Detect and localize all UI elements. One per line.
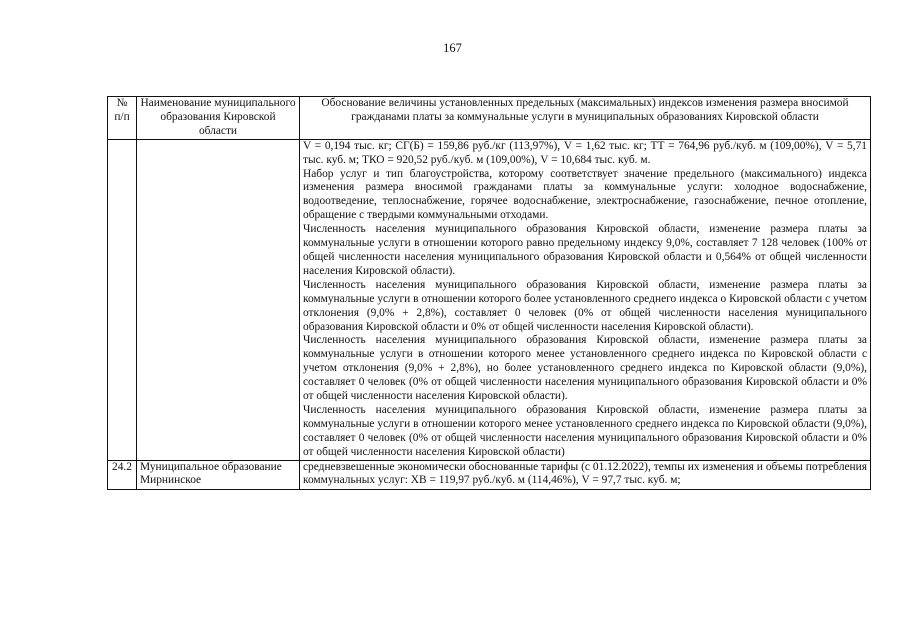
header-justification: Обоснование величины установленных предельных (максимальных) индексов изменения размера вносимой гражданами платы за коммунальные услуги в муниципальных образованиях Кировской области	[300, 97, 871, 140]
cell-municipality-name	[137, 139, 300, 460]
paragraph-population-below: Численность населения муниципального образования Кировской области, изменение размера платы за коммунальные услуги в отношении которого менее установленного среднего индекса по Кировской области (9,0%), составляет 0 человек (0% от общей численности населения муниципального образования Кировской области и 0% от общей численности населения Кировской области)	[303, 403, 867, 458]
paragraph-population-between: Численность населения муниципального образования Кировской области, изменение размера платы за коммунальные услуги в отношении которого менее установленного среднего индекса по Кировской области с учетом отклонения (9,0% + 2,8%), но более установленного среднего индекса по Кировской области (9,0%), составляет 0 человек (0% от общей численности населения муниципального образования Кировской области и 0% от общей численности населения Кировской области).	[303, 334, 867, 403]
cell-municipality-name: Муниципальное образование Мирнинское	[137, 460, 300, 489]
cell-number	[108, 139, 137, 460]
table-header-row	[108, 97, 871, 140]
table-row-24-2	[108, 460, 871, 489]
tariff-table	[107, 96, 871, 490]
header-number: № п/п	[108, 97, 137, 140]
paragraph-tariffs: средневзвешенные экономически обоснованные тарифы (с 01.12.2022), темпы их изменения и объемы потребления коммунальных услуг: ХВ = 119,97 руб./куб. м (114,46%), V = 97,7 тыс. куб. м;	[303, 460, 867, 487]
cell-justification	[300, 139, 871, 460]
cell-justification	[300, 460, 871, 489]
paragraph-population-above: Численность населения муниципального образования Кировской области, изменение размера платы за коммунальные услуги в отношении которого более установленного среднего индекса о Кировской области с учетом отклонения (9,0% + 2,8%), составляет 0 человек (0% от общей численности населения муниципального образования Кировской области и 0% от общей численности населения Кировской области).	[303, 278, 867, 333]
paragraph-services-set: Набор услуг и тип благоустройства, которому соответствует значение предельного (максимального) индекса изменения размера вносимой гражданами платы за коммунальные услуги: холодное водоснабжение, водоотведение, теплоснабжение, горячее водоснабжение, электроснабжение, газоснабжение, печное отопление, обращение с твердыми коммунальными отходами.	[303, 167, 867, 222]
page-number: 167	[443, 41, 462, 55]
paragraph-tariffs: V = 0,194 тыс. кг; СГ(Б) = 159,86 руб./кг (113,97%), V = 1,62 тыс. кг; ТТ = 764,96 руб./куб. м (109,00%), V = 5,71 тыс. куб. м; ТКО = 920,52 руб./куб. м (109,00%), V = 10,684 тыс. куб. м.	[303, 139, 867, 166]
header-municipality-name: Наименование муниципального образования Кировской области	[137, 97, 300, 140]
table-row-continuation	[108, 139, 871, 460]
paragraph-population-equal: Численность населения муниципального образования Кировской области, изменение размера платы за коммунальные услуги в отношении которого равно предельному индексу 9,0%, составляет 7 128 человек (100% от общей численности населения муниципального образования Кировской области и 0,564% от общей численности населения Кировской области).	[303, 223, 867, 277]
cell-number: 24.2	[108, 460, 137, 489]
